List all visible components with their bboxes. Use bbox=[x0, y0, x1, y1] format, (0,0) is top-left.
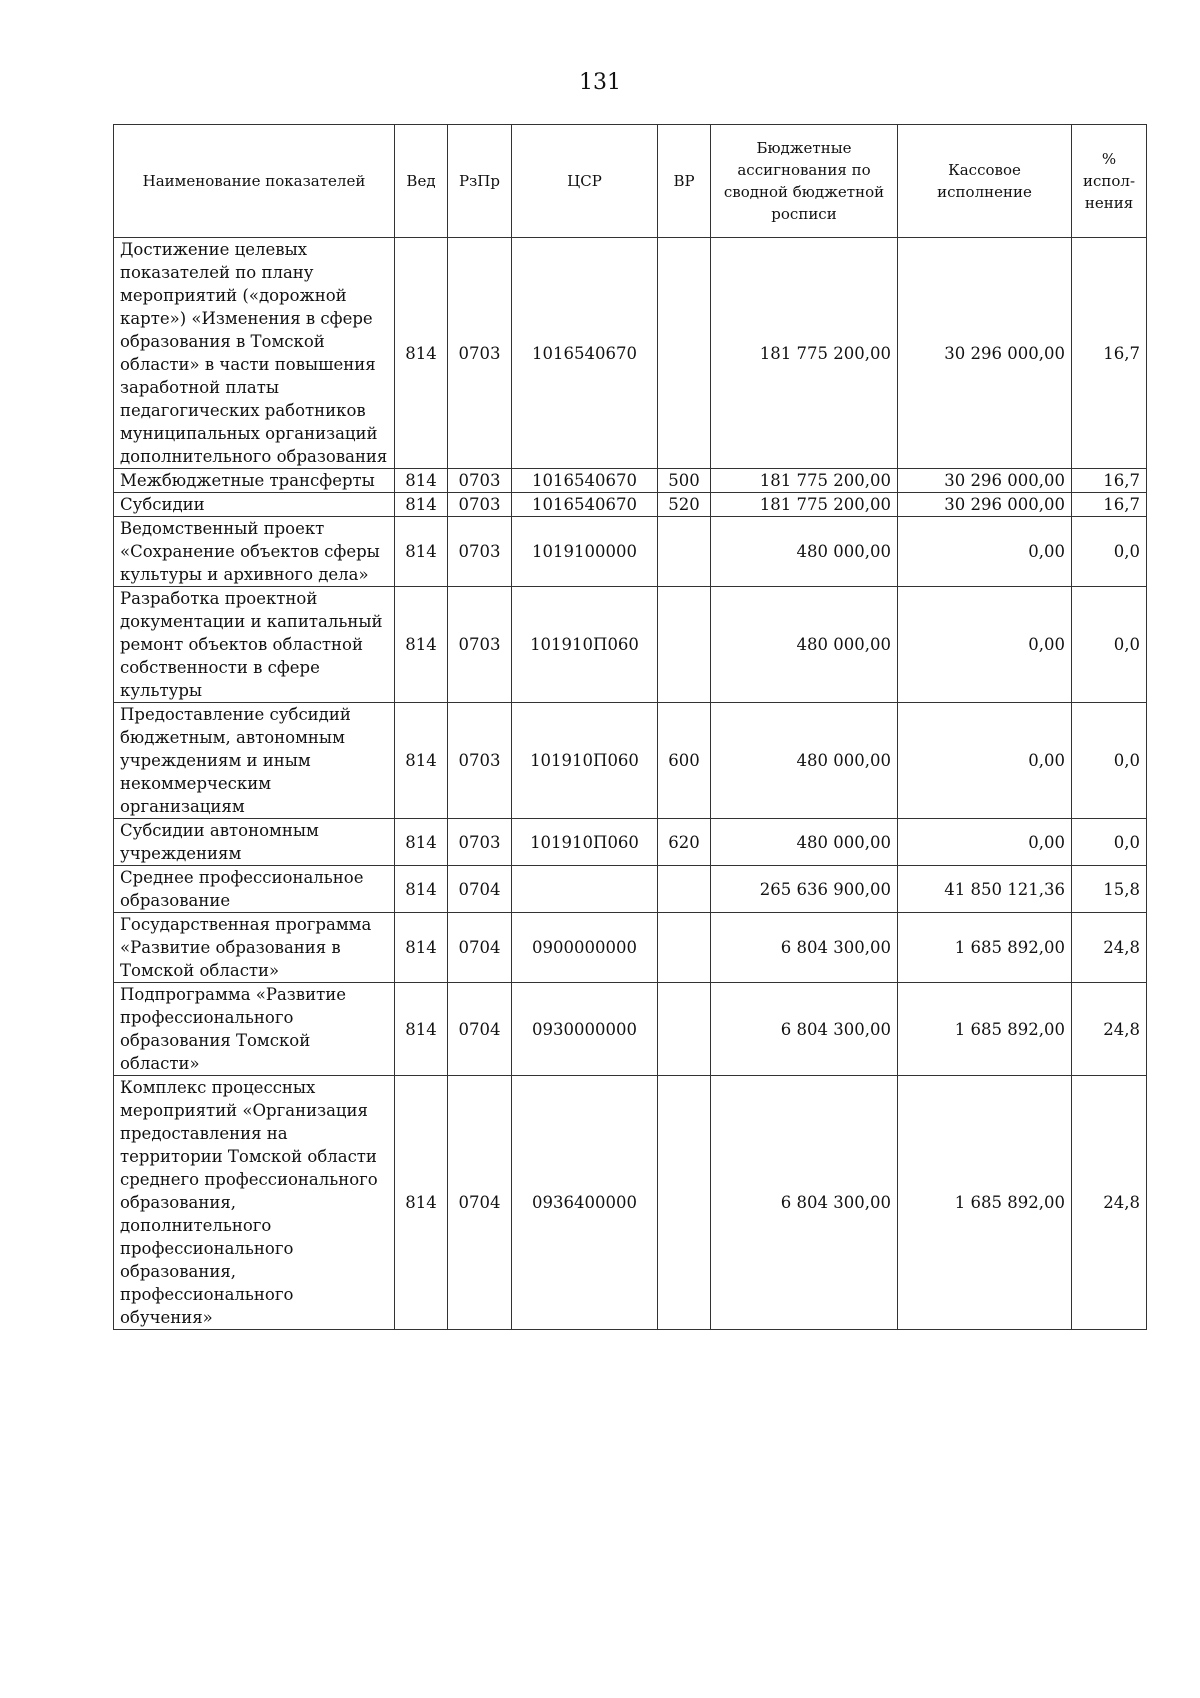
row-budget: 181 775 200,00 bbox=[711, 238, 898, 469]
row-csr: 0936400000 bbox=[512, 1076, 658, 1330]
row-rzpr: 0703 bbox=[448, 469, 512, 493]
row-budget: 181 775 200,00 bbox=[711, 469, 898, 493]
row-vr bbox=[658, 913, 711, 983]
row-vr bbox=[658, 517, 711, 587]
row-csr: 0930000000 bbox=[512, 983, 658, 1076]
row-budget: 480 000,00 bbox=[711, 587, 898, 703]
row-vr bbox=[658, 1076, 711, 1330]
row-csr bbox=[512, 866, 658, 913]
table-row bbox=[114, 983, 1147, 1076]
row-csr: 101910П060 bbox=[512, 703, 658, 819]
row-name: Комплекс процессных мероприятий «Организация предоставления на территории Томской области среднего профессионального образования, дополнительного профессионального образования, профессионального обучения» bbox=[114, 1076, 395, 1330]
row-vr bbox=[658, 238, 711, 469]
row-budget: 6 804 300,00 bbox=[711, 983, 898, 1076]
header-cash: Кассовое исполнение bbox=[898, 125, 1072, 238]
row-ved: 814 bbox=[395, 469, 448, 493]
row-ved: 814 bbox=[395, 703, 448, 819]
row-ved: 814 bbox=[395, 587, 448, 703]
row-cash: 30 296 000,00 bbox=[898, 238, 1072, 469]
row-pct: 0,0 bbox=[1072, 517, 1147, 587]
row-rzpr: 0704 bbox=[448, 866, 512, 913]
table-row bbox=[114, 238, 1147, 469]
row-name: Подпрограмма «Развитие профессионального образования Томской области» bbox=[114, 983, 395, 1076]
row-vr: 620 bbox=[658, 819, 711, 866]
row-budget: 480 000,00 bbox=[711, 819, 898, 866]
row-pct: 0,0 bbox=[1072, 703, 1147, 819]
row-name: Ведомственный проект «Сохранение объектов сферы культуры и архивного дела» bbox=[114, 517, 395, 587]
header-pct: % испол-нения bbox=[1072, 125, 1147, 238]
row-csr: 1016540670 bbox=[512, 493, 658, 517]
row-rzpr: 0703 bbox=[448, 703, 512, 819]
row-budget: 181 775 200,00 bbox=[711, 493, 898, 517]
row-name: Субсидии bbox=[114, 493, 395, 517]
row-vr bbox=[658, 587, 711, 703]
header-budget: Бюджетные ассигнования по сводной бюджетной росписи bbox=[711, 125, 898, 238]
row-pct: 24,8 bbox=[1072, 1076, 1147, 1330]
row-pct: 15,8 bbox=[1072, 866, 1147, 913]
row-budget: 265 636 900,00 bbox=[711, 866, 898, 913]
row-rzpr: 0703 bbox=[448, 517, 512, 587]
row-cash: 0,00 bbox=[898, 587, 1072, 703]
table-row bbox=[114, 1076, 1147, 1330]
row-cash: 0,00 bbox=[898, 517, 1072, 587]
row-vr bbox=[658, 866, 711, 913]
row-cash: 1 685 892,00 bbox=[898, 1076, 1072, 1330]
row-cash: 30 296 000,00 bbox=[898, 493, 1072, 517]
row-name: Достижение целевых показателей по плану мероприятий («дорожной карте») «Изменения в сфере образования в Томской области» в части повышения заработной платы педагогических работников муниципальных организаций дополнительного образования bbox=[114, 238, 395, 469]
budget-execution-table bbox=[113, 124, 1147, 1330]
row-csr: 101910П060 bbox=[512, 587, 658, 703]
table-row bbox=[114, 517, 1147, 587]
row-budget: 480 000,00 bbox=[711, 517, 898, 587]
row-name: Межбюджетные трансферты bbox=[114, 469, 395, 493]
row-vr: 500 bbox=[658, 469, 711, 493]
table-row bbox=[114, 703, 1147, 819]
row-rzpr: 0703 bbox=[448, 819, 512, 866]
row-csr: 1016540670 bbox=[512, 238, 658, 469]
table-row bbox=[114, 469, 1147, 493]
row-budget: 6 804 300,00 bbox=[711, 1076, 898, 1330]
row-ved: 814 bbox=[395, 866, 448, 913]
row-cash: 1 685 892,00 bbox=[898, 983, 1072, 1076]
row-name: Предоставление субсидий бюджетным, автономным учреждениям и иным некоммерческим организациям bbox=[114, 703, 395, 819]
row-ved: 814 bbox=[395, 983, 448, 1076]
row-csr: 101910П060 bbox=[512, 819, 658, 866]
row-pct: 24,8 bbox=[1072, 983, 1147, 1076]
row-csr: 1016540670 bbox=[512, 469, 658, 493]
row-rzpr: 0703 bbox=[448, 587, 512, 703]
row-name: Субсидии автономным учреждениям bbox=[114, 819, 395, 866]
row-pct: 16,7 bbox=[1072, 469, 1147, 493]
table-row bbox=[114, 587, 1147, 703]
table-row bbox=[114, 866, 1147, 913]
row-pct: 0,0 bbox=[1072, 587, 1147, 703]
row-rzpr: 0704 bbox=[448, 913, 512, 983]
header-ved: Вед bbox=[395, 125, 448, 238]
row-vr: 520 bbox=[658, 493, 711, 517]
row-rzpr: 0703 bbox=[448, 238, 512, 469]
row-ved: 814 bbox=[395, 238, 448, 469]
row-cash: 41 850 121,36 bbox=[898, 866, 1072, 913]
row-cash: 30 296 000,00 bbox=[898, 469, 1072, 493]
row-pct: 24,8 bbox=[1072, 913, 1147, 983]
table-row bbox=[114, 493, 1147, 517]
row-rzpr: 0704 bbox=[448, 983, 512, 1076]
row-cash: 1 685 892,00 bbox=[898, 913, 1072, 983]
header-name: Наименование показателей bbox=[114, 125, 395, 238]
row-ved: 814 bbox=[395, 517, 448, 587]
row-budget: 6 804 300,00 bbox=[711, 913, 898, 983]
table-header-row bbox=[114, 125, 1147, 238]
table-row bbox=[114, 913, 1147, 983]
row-name: Государственная программа «Развитие образования в Томской области» bbox=[114, 913, 395, 983]
header-csr: ЦСР bbox=[512, 125, 658, 238]
row-pct: 16,7 bbox=[1072, 238, 1147, 469]
row-ved: 814 bbox=[395, 819, 448, 866]
row-name: Среднее профессиональное образование bbox=[114, 866, 395, 913]
row-budget: 480 000,00 bbox=[711, 703, 898, 819]
row-cash: 0,00 bbox=[898, 819, 1072, 866]
row-vr: 600 bbox=[658, 703, 711, 819]
row-csr: 1019100000 bbox=[512, 517, 658, 587]
table-row bbox=[114, 819, 1147, 866]
page-number: 131 bbox=[579, 70, 621, 95]
row-rzpr: 0703 bbox=[448, 493, 512, 517]
row-vr bbox=[658, 983, 711, 1076]
row-ved: 814 bbox=[395, 493, 448, 517]
row-csr: 0900000000 bbox=[512, 913, 658, 983]
row-pct: 16,7 bbox=[1072, 493, 1147, 517]
row-ved: 814 bbox=[395, 913, 448, 983]
row-name: Разработка проектной документации и капитальный ремонт объектов областной собственности в сфере культуры bbox=[114, 587, 395, 703]
row-rzpr: 0704 bbox=[448, 1076, 512, 1330]
header-rzpr: РзПр bbox=[448, 125, 512, 238]
row-pct: 0,0 bbox=[1072, 819, 1147, 866]
header-vr: ВР bbox=[658, 125, 711, 238]
row-ved: 814 bbox=[395, 1076, 448, 1330]
row-cash: 0,00 bbox=[898, 703, 1072, 819]
